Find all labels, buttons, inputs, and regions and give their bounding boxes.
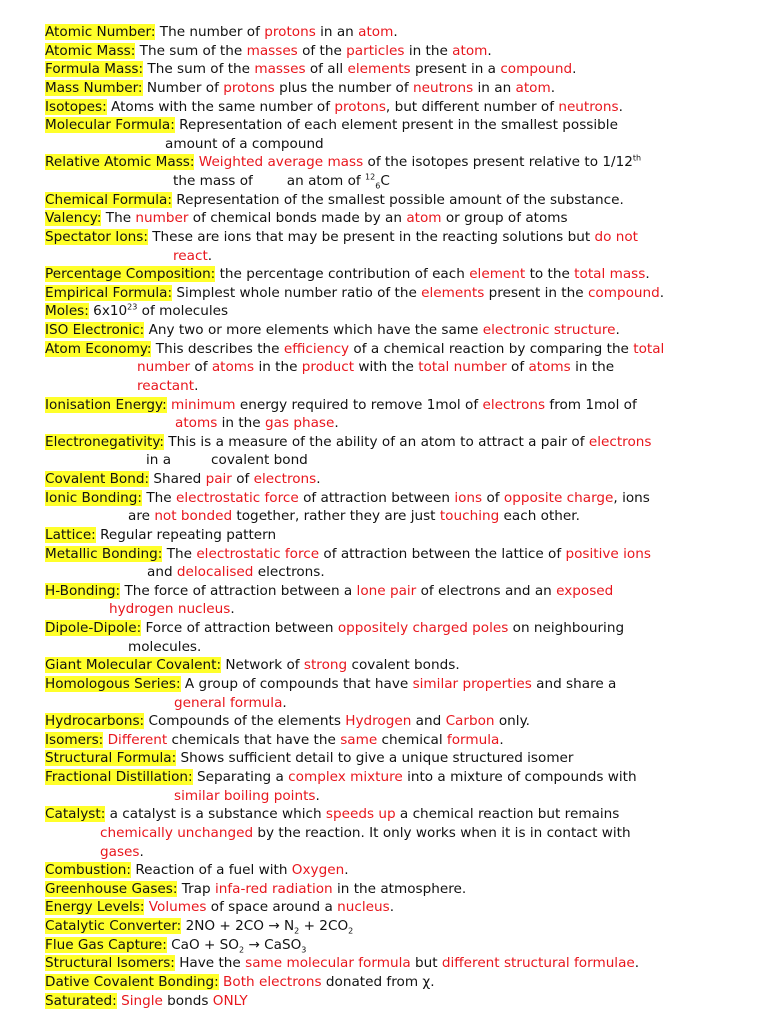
keyword: electrons: [482, 396, 546, 413]
keyword: nucleus: [337, 899, 390, 916]
term-label: Atom Economy:: [45, 340, 152, 357]
term-label: Dative Covalent Bonding:: [45, 973, 219, 990]
definition-continuation: are not bonded together, rather they are just touching each other.: [128, 508, 580, 525]
term-label: Covalent Bond:: [45, 471, 150, 487]
glossary-entry: Flue Gas Capture: CaO + $SO_2$ → CaSO$_3$: [45, 936, 307, 955]
keyword: same molecular formula: [245, 955, 411, 972]
keyword: pair: [205, 471, 232, 487]
glossary-entry: Catalyst: a catalyst is a substance which speeds up a chemical reaction but remains chemically unchanged by the reaction. It only works when it is in contact with gases.: [45, 805, 738, 861]
keyword: gases: [100, 843, 140, 860]
keyword: not bonded: [154, 508, 233, 525]
keyword: similar boiling points: [174, 787, 316, 804]
glossary-entry: Ionisation Energy: minimum energy required to remove 1mol of electrons from 1mol of atoms in the gas phase.: [45, 396, 738, 433]
term-label: Molecular Formula:: [45, 117, 175, 134]
keyword: strong: [303, 657, 348, 674]
superscript: 12: [365, 172, 376, 182]
glossary-entry: Structural Formula: Shows sufficient detail to give a unique structured isomer: [45, 750, 574, 767]
term-label: Metallic Bonding:: [45, 545, 163, 562]
keyword: Volumes: [148, 899, 207, 916]
glossary-entry: Dipole-Dipole: Force of attraction between oppositely charged poles on neighbouring molecules.: [45, 619, 738, 656]
keyword: reactant: [137, 377, 195, 394]
definition-continuation: molecules.: [128, 638, 202, 655]
term-label: Relative Atomic Mass:: [45, 154, 195, 171]
glossary-entry: Empirical Formula: Simplest whole number ratio of the elements present in the compound.: [45, 284, 665, 301]
glossary-entry: Moles: $6x10^{23}$ of molecules: [45, 302, 229, 320]
glossary-entry: Dative Covalent Bonding: Both electrons donated from χ.: [45, 973, 435, 990]
definition-continuation: number of atoms in the product with the total number of atoms in the: [137, 359, 615, 376]
keyword: masses: [246, 42, 298, 59]
keyword: Different: [107, 731, 168, 748]
keyword: do not: [594, 228, 639, 245]
keyword: protons: [264, 24, 316, 40]
keyword: opposite charge: [503, 489, 614, 506]
keyword: total: [633, 340, 665, 357]
keyword: similar properties: [412, 675, 532, 692]
keyword: compound: [587, 284, 660, 301]
keyword: react: [173, 247, 208, 264]
keyword: Carbon: [445, 713, 495, 730]
keyword: hydrogen nucleus: [109, 601, 231, 618]
subscript: 6: [375, 181, 381, 191]
keyword: gas phase: [264, 415, 335, 432]
keyword: masses: [254, 61, 306, 78]
glossary-entry: Relative Atomic Mass: Weighted average mass of the isotopes present relative to 1/12th the mass of an atom of $^{12}_6$C: [45, 153, 738, 190]
glossary-entry: Isotopes: Atoms with the same number of protons, but different number of neutrons.: [45, 98, 623, 115]
keyword: minimum: [171, 396, 236, 413]
glossary-entry: Chemical Formula: Representation of the smallest possible amount of the substance.: [45, 191, 624, 208]
glossary-entry: Spectator Ions: These are ions that may be present in the reacting solutions but do not react.: [45, 228, 738, 265]
keyword: atoms: [175, 415, 218, 432]
keyword: infa-red radiation: [214, 880, 333, 897]
keyword: speeds up: [325, 806, 396, 823]
term-label: Chemical Formula:: [45, 191, 172, 208]
glossary-entry: Catalytic Converter: $2NO + 2CO \to N_2 + 2CO_2$: [45, 918, 354, 936]
keyword: touching: [439, 508, 500, 525]
keyword: Oxygen: [291, 862, 345, 879]
keyword: electrons: [588, 433, 652, 450]
keyword: atom: [452, 42, 488, 59]
keyword: neutrons: [412, 79, 474, 96]
term-label: Structural Formula:: [45, 750, 177, 767]
definition-continuation: atoms in the gas phase.: [175, 415, 339, 432]
keyword: positive ions: [565, 545, 651, 562]
keyword: Hydrogen: [345, 713, 412, 730]
definition-continuation: amount of a compound: [165, 135, 324, 152]
term-label: Flue Gas Capture:: [45, 936, 167, 953]
keyword: elements: [421, 284, 485, 301]
keyword: atoms: [528, 359, 571, 376]
definition-continuation: similar boiling points.: [174, 787, 320, 804]
keyword: total number: [418, 359, 507, 376]
term-label: Fractional Distillation:: [45, 769, 193, 785]
superscript: 23: [127, 302, 138, 312]
keyword: Single: [121, 992, 163, 1009]
glossary-entry: Metallic Bonding: The electrostatic force of attraction between the lattice of positive ions and delocalised electrons.: [45, 545, 738, 582]
definition-continuation: gases.: [100, 843, 144, 860]
definition-continuation: general formula.: [174, 694, 287, 711]
glossary-entry: Hydrocarbons: Compounds of the elements Hydrogen and Carbon only.: [45, 713, 531, 730]
glossary-entry: Mass Number: Number of protons plus the number of neutrons in an atom.: [45, 79, 556, 96]
keyword: atom: [406, 210, 442, 227]
keyword: compound: [500, 61, 573, 78]
keyword: atom: [358, 24, 394, 40]
subscript: 2: [294, 926, 300, 936]
glossary-entry: Giant Molecular Covalent: Network of strong covalent bonds.: [45, 657, 460, 674]
keyword: protons: [223, 79, 275, 96]
term-label: Ionic Bonding:: [45, 489, 143, 506]
definition-continuation: hydrogen nucleus.: [109, 601, 235, 618]
term-label: Giant Molecular Covalent:: [45, 657, 222, 674]
glossary-entry: Greenhouse Gases: Trap infa-red radiation in the atmosphere.: [45, 880, 467, 897]
keyword: atoms: [211, 359, 255, 376]
keyword: neutrons: [558, 98, 619, 115]
keyword: electrostatic force: [196, 545, 320, 562]
glossary-entry: Isomers: Different chemicals that have the same chemical formula.: [45, 731, 504, 748]
glossary-entry: Atomic Mass: The sum of the masses of the particles in the atom.: [45, 42, 492, 59]
term-label: Isotopes:: [45, 98, 107, 115]
keyword: delocalised: [176, 564, 254, 581]
keyword: oppositely charged poles: [337, 620, 509, 636]
keyword: atom: [515, 79, 551, 96]
keyword: ONLY: [212, 992, 248, 1009]
glossary-entry: Atomic Number: The number of protons in an atom.: [45, 24, 398, 40]
keyword: Both electrons: [223, 973, 322, 990]
keyword: lone pair: [356, 582, 417, 599]
keyword: complex mixture: [288, 769, 403, 785]
term-label: Catalytic Converter:: [45, 918, 182, 934]
glossary-entry: ISO Electronic: Any two or more elements which have the same electronic structure.: [45, 322, 620, 338]
term-label: Valency:: [45, 210, 102, 227]
definition-continuation: reactant.: [137, 377, 199, 394]
term-label: Electronegativity:: [45, 433, 164, 450]
keyword: number: [137, 359, 191, 376]
term-label: Saturated:: [45, 992, 117, 1009]
term-label: Ionisation Energy:: [45, 396, 167, 413]
glossary-entry: Fractional Distillation: Separating a complex mixture into a mixture of compounds with similar boiling points.: [45, 768, 738, 805]
term-label: Hydrocarbons:: [45, 713, 145, 730]
glossary-entry: Atom Economy: This describes the efficiency of a chemical reaction by comparing the total number of atoms in the product with the total number of atoms in the reactant.: [45, 340, 738, 396]
keyword: particles: [346, 42, 405, 59]
keyword: electronic structure: [482, 322, 616, 338]
keyword: electrostatic force: [175, 489, 299, 506]
keyword: chemically unchanged: [100, 824, 254, 841]
keyword: efficiency: [283, 340, 350, 357]
keyword: total mass: [574, 266, 646, 283]
term-label: H-Bonding:: [45, 582, 121, 599]
keyword: product: [301, 359, 355, 376]
keyword: protons: [334, 98, 386, 115]
keyword: element: [469, 266, 526, 283]
keyword: ions: [454, 489, 483, 506]
glossary-entry: Homologous Series: A group of compounds that have similar properties and share a general formula.: [45, 675, 738, 712]
keyword: general formula: [174, 694, 283, 711]
term-label: Moles:: [45, 303, 89, 320]
glossary-entry: Formula Mass: The sum of the masses of all elements present in a compound.: [45, 61, 577, 78]
term-label: Lattice:: [45, 526, 96, 543]
definition-continuation: the mass of an atom of $^{12}_6$C: [173, 172, 390, 191]
term-label: Isomers:: [45, 731, 104, 748]
glossary-entry: Molecular Formula: Representation of each element present in the smallest possible amount of a compound: [45, 116, 738, 153]
glossary-entry: Energy Levels: Volumes of space around a nucleus.: [45, 899, 395, 916]
subscript: 2: [348, 926, 354, 936]
definition-continuation: react.: [173, 247, 213, 264]
glossary-entry: Saturated: Single bonds ONLY: [45, 992, 248, 1009]
term-label: Catalyst:: [45, 806, 106, 823]
term-label: Formula Mass:: [45, 61, 144, 78]
term-label: Combustion:: [45, 862, 131, 879]
glossary-entry: Structural Isomers: Have the same molecular formula but different structural formulae.: [45, 955, 640, 972]
term-label: Mass Number:: [45, 79, 143, 96]
keyword: different structural formulae: [441, 955, 635, 972]
term-label: Structural Isomers:: [45, 955, 175, 972]
keyword: elements: [347, 61, 411, 78]
definition-continuation: in a covalent bond: [146, 452, 308, 469]
term-label: Dipole-Dipole:: [45, 620, 142, 636]
keyword: number: [135, 210, 189, 227]
term-label: Homologous Series:: [45, 675, 181, 692]
term-label: Percentage Composition:: [45, 266, 216, 283]
keyword: Weighted average mass: [198, 154, 364, 171]
glossary-entry: H-Bonding: The force of attraction between a lone pair of electrons and an exposed hydrogen nucleus.: [45, 582, 738, 619]
definition-continuation: chemically unchanged by the reaction. It only works when it is in contact with: [100, 824, 631, 841]
glossary-entry: Electronegativity: This is a measure of the ability of an atom to attract a pair of electrons in a covalent bond: [45, 433, 738, 470]
glossary-entry: Lattice: Regular repeating pattern: [45, 526, 277, 543]
term-label: Spectator Ions:: [45, 228, 148, 245]
term-label: Energy Levels:: [45, 899, 145, 916]
superscript: th: [632, 153, 642, 163]
subscript: 3: [301, 945, 307, 955]
term-label: Atomic Number:: [45, 24, 156, 40]
glossary-entry: Covalent Bond: Shared pair of electrons.: [45, 471, 321, 487]
glossary-page: [0, 23, 768, 1010]
term-label: Atomic Mass:: [45, 42, 136, 59]
keyword: electrons: [253, 471, 317, 487]
keyword: same: [340, 731, 378, 748]
subscript: 2: [239, 945, 245, 955]
definition-continuation: and delocalised electrons.: [147, 564, 325, 581]
glossary-entry: Combustion: Reaction of a fuel with Oxygen.: [45, 862, 349, 879]
glossary-entry: Ionic Bonding: The electrostatic force of attraction between ions of opposite charge, ions are not bonded together, rather they are just touching each other.: [45, 489, 738, 526]
term-label: ISO Electronic:: [45, 322, 145, 338]
keyword: formula: [446, 731, 500, 748]
term-label: Greenhouse Gases:: [45, 880, 178, 897]
keyword: exposed: [556, 582, 614, 599]
glossary-entry: Percentage Composition: the percentage contribution of each element to the total mass.: [45, 266, 650, 283]
glossary-entry: Valency: The number of chemical bonds made by an atom or group of atoms: [45, 210, 568, 227]
term-label: Empirical Formula:: [45, 284, 173, 301]
